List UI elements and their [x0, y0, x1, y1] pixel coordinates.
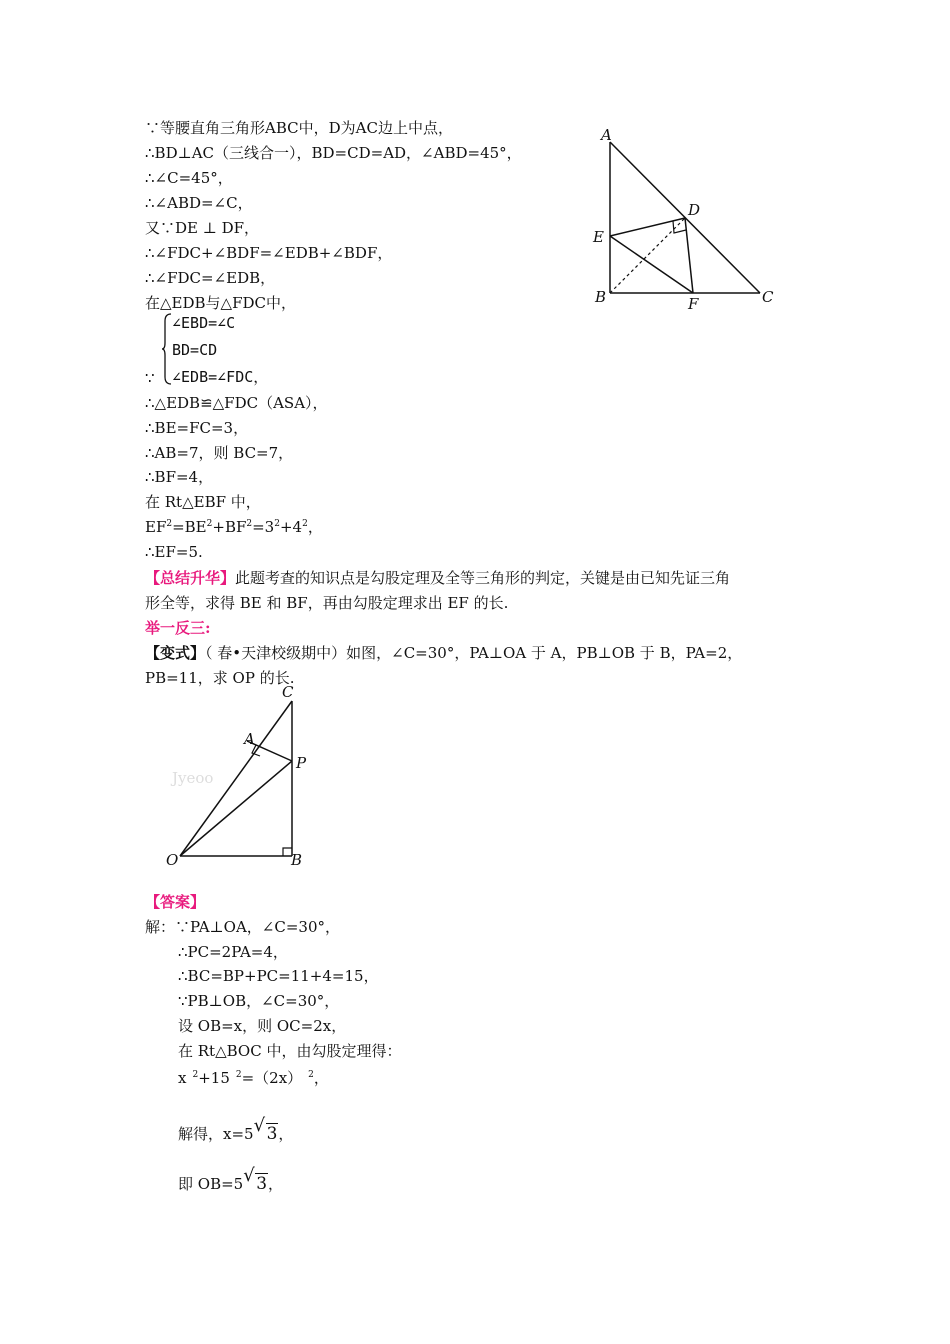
answer-step-2: ∴BC=BP+PC=11+4=15， [178, 967, 379, 985]
label-F: F [688, 295, 699, 313]
label-O: O [166, 851, 179, 869]
figure-triangle-obc [160, 683, 320, 873]
proof-line-4: ∴∠ABD=∠C， [145, 194, 253, 212]
variant-line-1: 【变式】（ 春•天津校级期中）如图，∠C=30°，PA⊥OA 于 A，PB⊥OB 于 B，PA=2， [145, 644, 743, 662]
label-P: P [296, 754, 307, 772]
proof-line-6: ∴∠FDC+∠BDF=∠EDB+∠BDF， [145, 244, 393, 262]
sqrt-icon-2: √ 3 [243, 1165, 268, 1194]
ef-equation: $EF^2=BE^2+BF^2=3^2+4^2$， [145, 518, 323, 536]
answer-solve: 解得，x=5 √ 3， [178, 1115, 294, 1144]
answer-equation: x $^2$+15 $^2$=（2x） $^2$， [178, 1069, 329, 1087]
label-C: C [762, 288, 774, 306]
answer-step-3: ∵PB⊥OB，∠C=30°， [178, 992, 340, 1010]
proof-line-3: ∴∠C=45°， [145, 169, 233, 187]
answer-step-4: 设 OB=x，则 OC=2x， [178, 1017, 347, 1035]
proof-line-12: ∴BF=4， [145, 468, 214, 486]
variant-tag: 【变式】 [145, 644, 206, 662]
system-row-3: ∠EDB=∠FDC， [172, 368, 269, 386]
label-A: A [601, 126, 612, 144]
answer-tag: 【答案】 [145, 893, 206, 911]
proof-line-2: ∴BD⊥AC（三线合一），BD=CD=AD，∠ABD=45°， [145, 144, 522, 162]
proof-line-11: ∴AB=7，则 BC=7， [145, 444, 294, 462]
label-C2: C [282, 683, 294, 701]
watermark: Jyeoo [172, 769, 214, 787]
answer-step-5: 在 Rt△BOC 中，由勾股定理得： [178, 1042, 402, 1060]
label-A2: A [244, 730, 255, 748]
label-B2: B [291, 851, 303, 869]
proof-line-8: 在△EDB与△FDC中， [145, 294, 296, 312]
summary-line-1: 【总结升华】此题考查的知识点是勾股定理及全等三角形的判定，关键是由已知先证三角 [145, 569, 731, 587]
figure-triangle-abc [585, 120, 785, 320]
proof-line-1: ∵等腰直角三角形ABC中，D为AC边上中点， [145, 119, 453, 137]
summary-line-2: 形全等，求得 BE 和 BF，再由勾股定理求出 EF 的长. [145, 594, 509, 612]
label-E: E [593, 228, 604, 246]
proof-line-10: ∴BE=FC=3， [145, 419, 249, 437]
label-B: B [595, 288, 607, 306]
ef-result: ∴EF=5. [145, 543, 203, 561]
system-row-1: ∠EBD=∠C [172, 314, 236, 332]
proof-line-9: ∴△EDB≌△FDC（ASA）， [145, 394, 328, 412]
variant-line-2: PB=11，求 OP 的长. [145, 669, 295, 687]
because-symbol: ∵ [145, 369, 155, 387]
system-row-2: BD=CD [172, 341, 218, 359]
proof-line-13: 在 Rt△EBF 中， [145, 493, 261, 511]
proof-line-7: ∴∠FDC=∠EDB， [145, 269, 276, 287]
left-brace-icon [162, 313, 172, 385]
summary-tag: 【总结升华】 [145, 569, 236, 587]
answer-intro: 解：∵PA⊥OA，∠C=30°， [145, 918, 340, 936]
label-D: D [688, 201, 701, 219]
practice-heading: 举一反三: [145, 619, 211, 637]
answer-ob: 即 OB=5 √ 3， [178, 1165, 284, 1194]
proof-line-5: 又∵DE ⊥ DF， [145, 219, 260, 237]
answer-step-1: ∴PC=2PA=4， [178, 943, 288, 961]
sqrt-icon: √ 3 [253, 1115, 278, 1144]
